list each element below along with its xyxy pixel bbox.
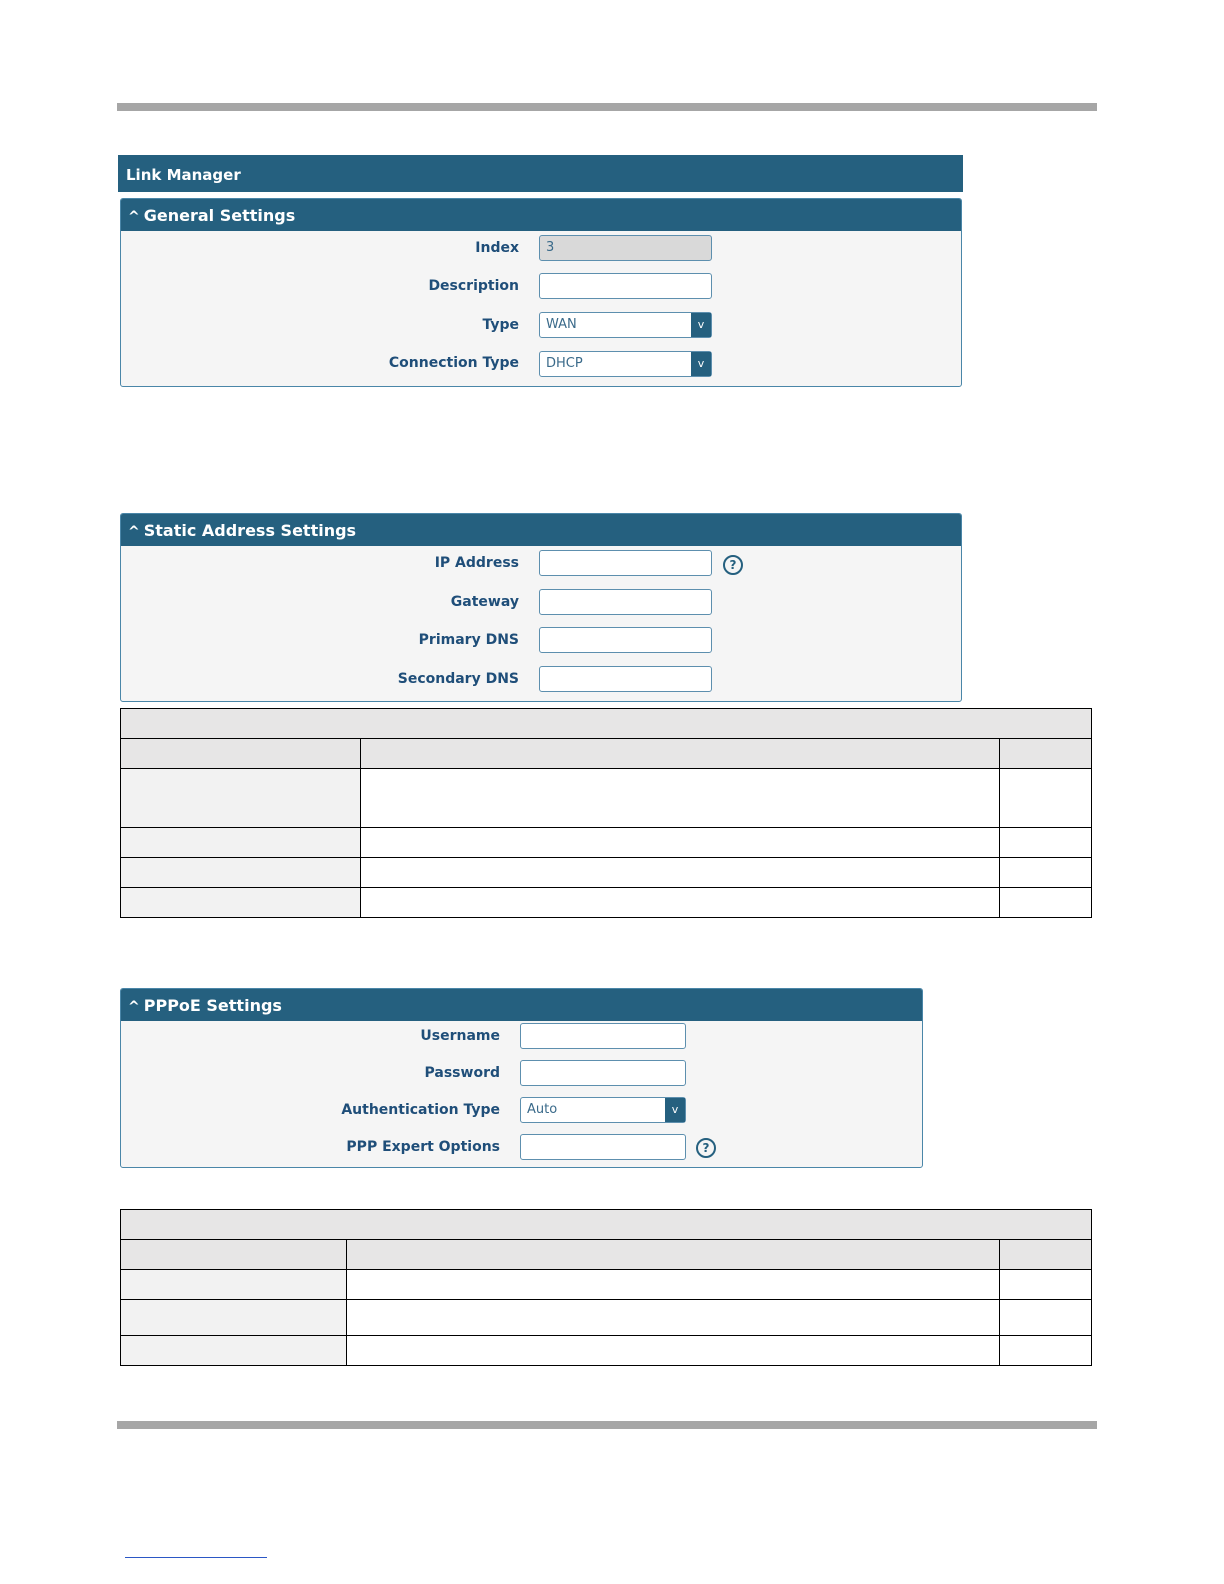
table-cell — [1000, 828, 1092, 858]
table-row — [121, 769, 1092, 828]
secondary-dns-input[interactable] — [539, 666, 712, 692]
table-cell — [121, 1270, 347, 1300]
general-settings-title: General Settings — [143, 206, 296, 225]
dropdown-arrow-icon[interactable]: v — [665, 1098, 685, 1122]
type-label: Type — [482, 317, 519, 333]
footer-rule — [117, 1421, 1097, 1429]
table-row — [121, 1270, 1092, 1300]
primary-dns-label: Primary DNS — [418, 632, 519, 648]
index-label: Index — [475, 240, 519, 256]
table-header-cell — [121, 739, 361, 769]
table-title-row — [121, 709, 1092, 739]
table-header-cell — [1000, 739, 1092, 769]
authentication-type-label: Authentication Type — [341, 1102, 500, 1118]
connection-type-label: Connection Type — [388, 355, 519, 371]
table-cell — [121, 769, 361, 828]
table-header-cell — [1000, 1240, 1092, 1270]
index-field: 3 — [539, 235, 712, 261]
chevron-up-icon[interactable]: ^ — [128, 999, 140, 1015]
table-row — [121, 888, 1092, 918]
table-cell — [121, 1336, 347, 1366]
description-label: Description — [428, 278, 519, 294]
primary-dns-input[interactable] — [539, 627, 712, 653]
table-cell — [361, 858, 1000, 888]
table-row — [121, 858, 1092, 888]
table-cell — [347, 1300, 1000, 1336]
link-manager-title: Link Manager — [118, 155, 963, 192]
secondary-dns-label: Secondary DNS — [397, 671, 519, 687]
authentication-type-value: Auto — [527, 1102, 558, 1117]
dropdown-arrow-icon[interactable]: v — [691, 313, 711, 337]
footer-link-underline — [125, 1557, 267, 1558]
static-address-header[interactable] — [121, 514, 961, 546]
table-cell — [1000, 1336, 1092, 1366]
gateway-label: Gateway — [450, 594, 519, 610]
table-cell — [1000, 888, 1092, 918]
table-header-cell — [347, 1240, 1000, 1270]
help-icon[interactable]: ? — [723, 555, 743, 575]
table-cell — [361, 888, 1000, 918]
pppoe-settings-title: PPPoE Settings — [143, 996, 282, 1015]
type-value: WAN — [546, 317, 577, 332]
table-cell — [1000, 858, 1092, 888]
connection-type-value: DHCP — [546, 356, 583, 371]
password-input[interactable] — [520, 1060, 686, 1086]
type-select[interactable] — [539, 312, 712, 338]
table-cell — [121, 1300, 347, 1336]
authentication-type-select[interactable] — [520, 1097, 686, 1123]
dropdown-arrow-icon[interactable]: v — [691, 352, 711, 376]
table-cell — [1000, 769, 1092, 828]
username-label: Username — [420, 1028, 500, 1044]
ip-address-label: IP Address — [434, 555, 519, 571]
table-header-cell — [121, 1240, 347, 1270]
table-cell — [361, 769, 1000, 828]
static-address-title: Static Address Settings — [143, 521, 357, 540]
ip-address-input[interactable] — [539, 550, 712, 576]
chevron-up-icon[interactable]: ^ — [128, 524, 140, 540]
table-title-row — [121, 1210, 1092, 1240]
table-row — [121, 828, 1092, 858]
table-cell — [121, 888, 361, 918]
ppp-expert-options-label: PPP Expert Options — [346, 1139, 500, 1155]
table-cell — [361, 828, 1000, 858]
table-cell — [121, 858, 361, 888]
table-cell — [1000, 1300, 1092, 1336]
general-settings-header[interactable] — [121, 199, 961, 231]
static-address-panel — [120, 513, 962, 702]
table-header-cell — [361, 739, 1000, 769]
pppoe-parameter-table — [120, 1209, 1092, 1366]
ppp-expert-options-input[interactable] — [520, 1134, 686, 1160]
description-input[interactable] — [539, 273, 712, 299]
table-cell — [1000, 1270, 1092, 1300]
general-settings-panel — [120, 198, 962, 387]
password-label: Password — [424, 1065, 500, 1081]
chevron-up-icon[interactable]: ^ — [128, 209, 140, 225]
table-row — [121, 1336, 1092, 1366]
pppoe-settings-panel — [120, 988, 923, 1168]
username-input[interactable] — [520, 1023, 686, 1049]
help-icon[interactable]: ? — [696, 1138, 716, 1158]
header-rule — [117, 103, 1097, 111]
table-cell — [347, 1270, 1000, 1300]
connection-type-select[interactable] — [539, 351, 712, 377]
pppoe-settings-header[interactable] — [121, 989, 922, 1021]
gateway-input[interactable] — [539, 589, 712, 615]
static-parameter-table — [120, 708, 1092, 918]
table-cell — [121, 828, 361, 858]
table-cell — [347, 1336, 1000, 1366]
table-row — [121, 1300, 1092, 1336]
